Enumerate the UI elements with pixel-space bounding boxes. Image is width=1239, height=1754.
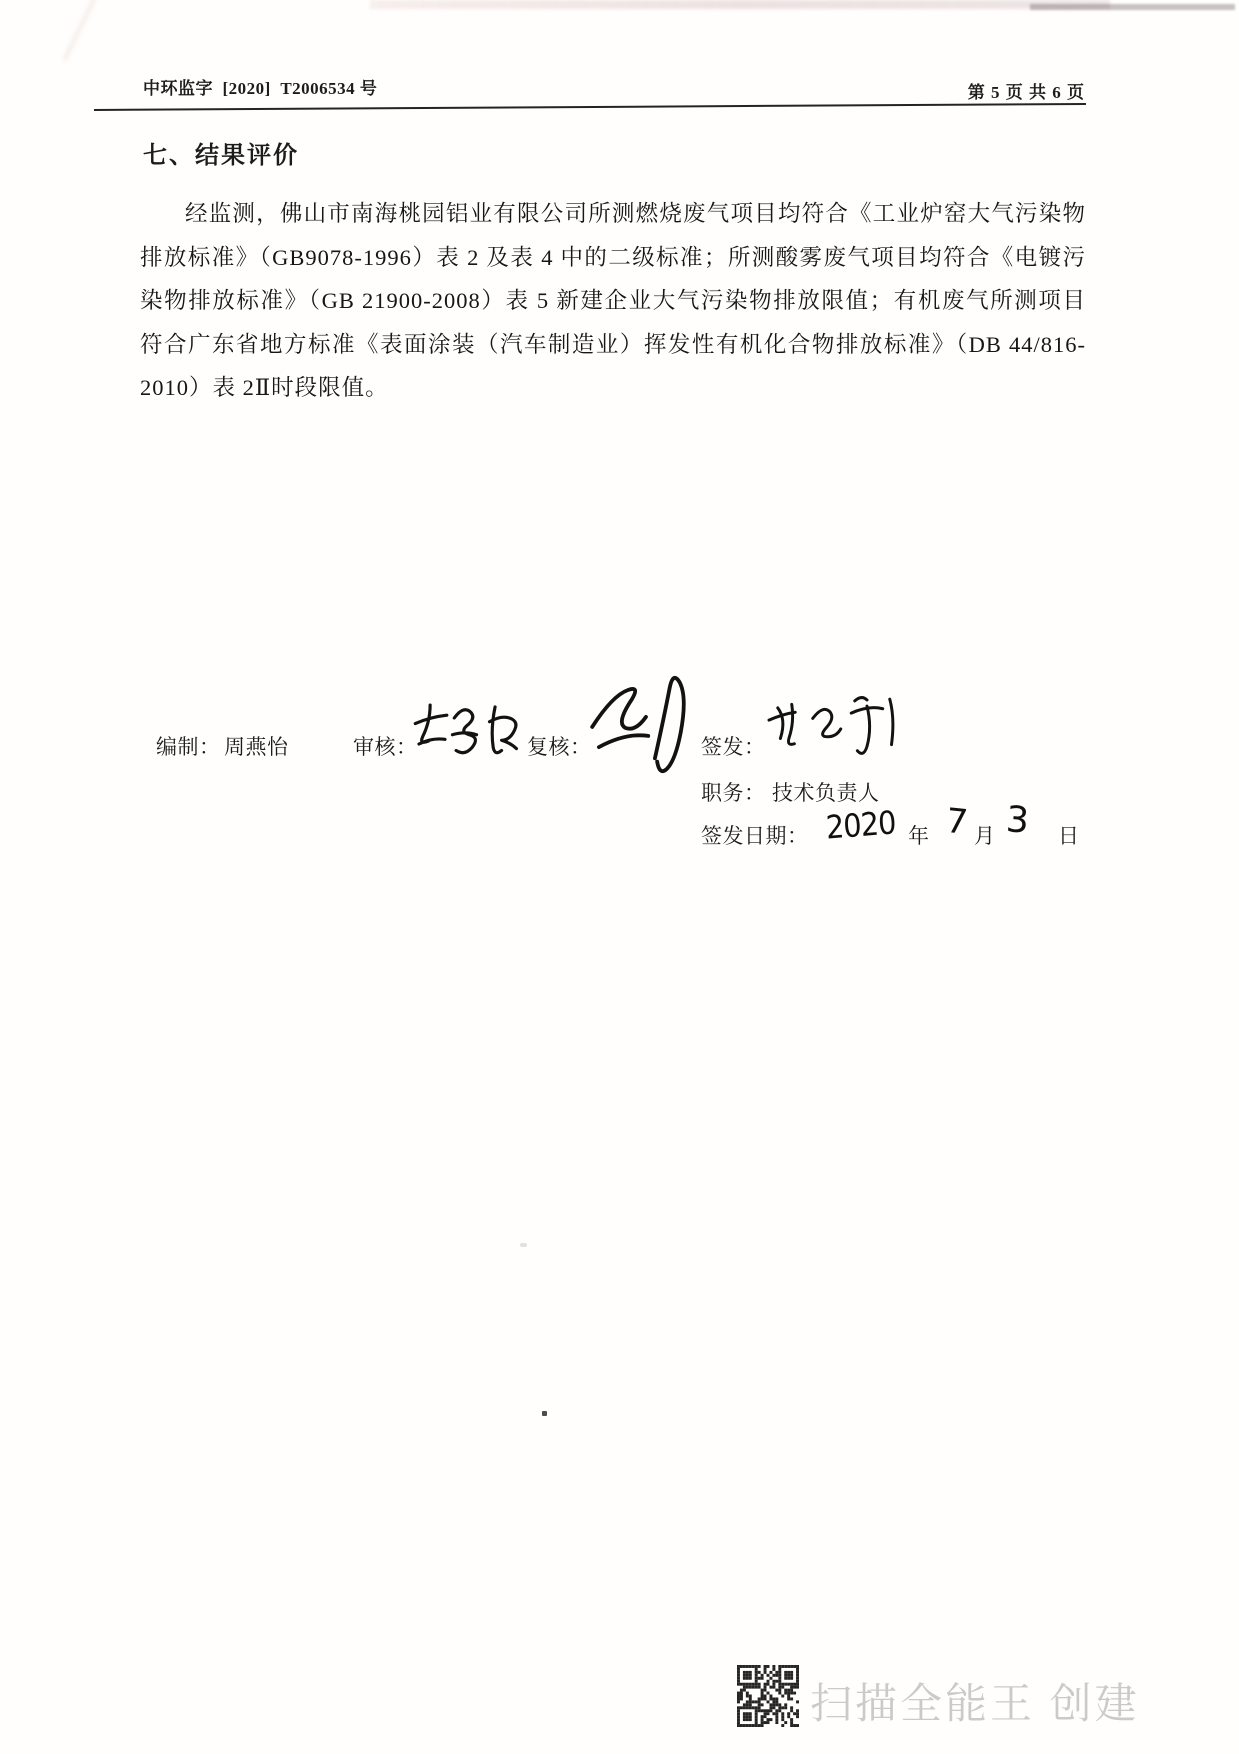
issuer-signature [762,686,902,770]
position-label: 职务： [701,781,766,805]
position-value: 技术负责人 [772,781,880,805]
issue-day-handwritten: 3 [1004,799,1031,842]
header-rule [94,103,1086,111]
document-number: 中环监字 [2020] T2006534 号 [143,79,378,98]
year-unit: 年 [908,824,930,848]
reviewer-signature [406,694,522,768]
day-unit: 日 [1058,824,1080,848]
scan-artifact-left [63,0,96,61]
issued-by-label: 签发： [701,735,766,759]
month-unit: 月 [974,824,996,848]
qr-code [737,1663,799,1729]
issue-month-handwritten: 7 [943,800,970,844]
camscanner-watermark-text: 扫描全能王 创建 [810,1680,1140,1727]
result-evaluation-paragraph: 经监测，佛山市南海桃园铝业有限公司所测燃烧废气项目均符合《工业炉窑大气污染物排放标准》（GB9078-1996）表 2 及表 4 中的二级标准；所测酸雾废气项目均符合《电镀污染物排放标准》（GB 21900-2008）表 5 新建企业大气污染物排放限值；有机废气所测项目符合广东省地方标准《表面涂装（汽车制造业）挥发性有机化合物排放标准》（DB 44/816-2010）表 2Ⅱ时段限值。 [140,201,1086,400]
section-title: 七、结果评价 [143,143,299,169]
scan-artifact-top-right [1030,4,1235,10]
issue-year-handwritten: 2020 [824,803,897,847]
reviewed-by-label: 审核： [353,735,418,759]
checked-by-label: 复核： [527,735,592,759]
scan-artifact-top [370,0,1110,9]
checker-signature [578,662,696,774]
prepared-by-label: 编制： [156,735,221,759]
page-indicator: 第 5 页 共 6 页 [967,83,1085,102]
scan-speck [542,1411,547,1416]
issue-date-label: 签发日期： [701,824,809,848]
scan-speck [520,1243,527,1247]
prepared-by-name: 周燕怡 [224,735,289,759]
